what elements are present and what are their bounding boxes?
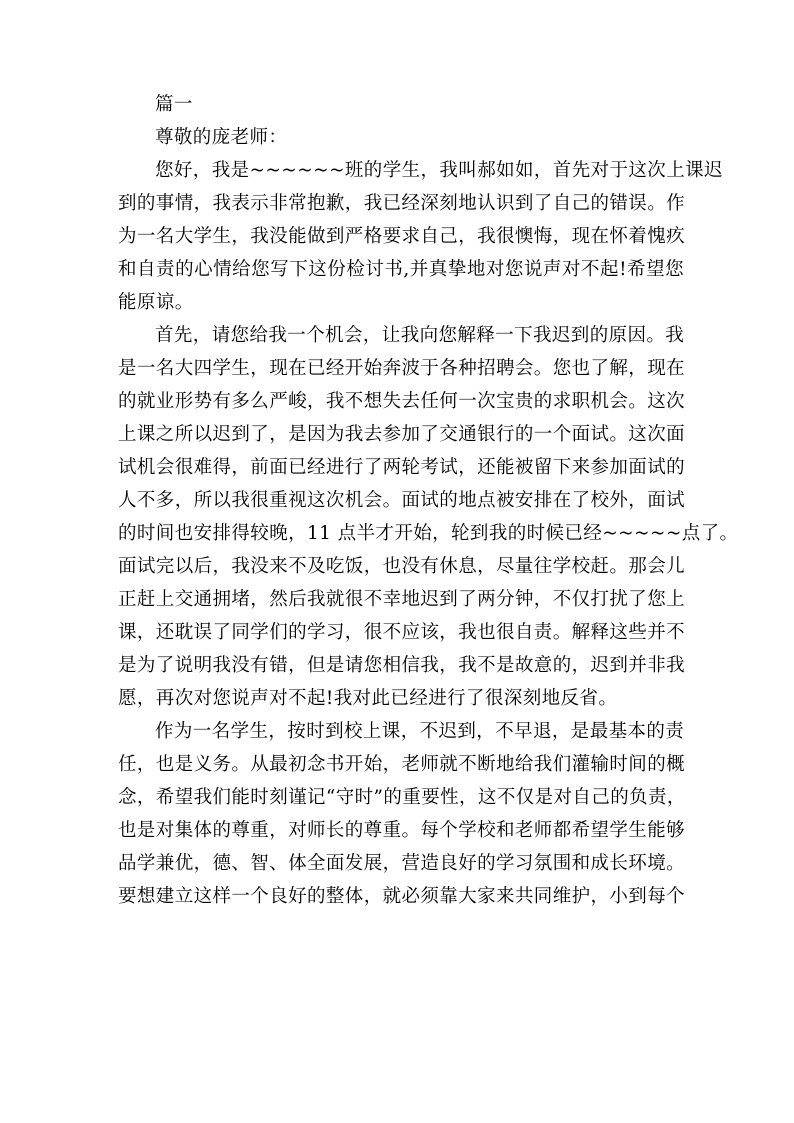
paragraph-line: 和自责的心情给您写下这份检讨书,并真挚地对您说声对不起!希望您	[118, 259, 684, 280]
paragraph-line: 品学兼优，德、智、体全面发展，营造良好的学习氛围和成长环境。	[118, 853, 686, 874]
section-heading: 篇一	[155, 94, 193, 115]
paragraph-line: 课，还耽误了同学们的学习，很不应该，我也很自责。解释这些并不	[118, 622, 686, 643]
paragraph-3	[118, 715, 684, 913]
paragraph-line: 能原谅。	[118, 292, 194, 313]
paragraph-line: 试机会很难得，前面已经进行了两轮考试，还能被留下来参加面试的	[118, 457, 686, 478]
paragraph-line: 首先，请您给我一个机会，让我向您解释一下我迟到的原因。我	[155, 325, 685, 346]
paragraph-line: 您好，我是~~~~~~班的学生，我叫郝如如，首先对于这次上课迟	[155, 160, 723, 181]
document-page	[118, 88, 739, 913]
paragraph-2	[118, 319, 739, 715]
paragraph-line: 是一名大四学生，现在已经开始奔波于各种招聘会。您也了解，现在	[118, 358, 686, 379]
salutation: 尊敬的庞老师：	[155, 127, 288, 148]
paragraph-line: 念，希望我们能时刻谨记“守时”的重要性，这不仅是对自己的负责，	[118, 787, 686, 808]
paragraph-line: 作为一名学生，按时到校上课，不迟到，不早退，是最基本的责	[155, 721, 685, 742]
paragraph-line: 也是对集体的尊重，对师长的尊重。每个学校和老师都希望学生能够	[118, 820, 686, 841]
paragraph-line: 的就业形势有多么严峻，我不想失去任何一次宝贵的求职机会。这次	[118, 391, 686, 412]
paragraph-line: 愿，再次对您说声对不起!我对此已经进行了很深刻地反省。	[118, 688, 618, 709]
paragraph-line: 到的事情，我表示非常抱歉，我已经深刻地认识到了自己的错误。作	[118, 193, 686, 214]
paragraph-line: 面试完以后，我没来不及吃饭，也没有休息，尽量往学校赶。那会儿	[118, 556, 686, 577]
paragraph-line: 人不多，所以我很重视这次机会。面试的地点被安排在了校外，面试	[118, 490, 686, 511]
paragraph-line: 的时间也安排得较晚，11 点半才开始，轮到我的时候已经~~~~~点了。	[118, 523, 739, 544]
paragraph-1	[118, 154, 723, 319]
paragraph-line: 为一名大学生，我没能做到严格要求自己，我很懊悔，现在怀着愧疚	[118, 226, 686, 247]
paragraph-line: 上课之所以迟到了，是因为我去参加了交通银行的一个面试。这次面	[118, 424, 686, 445]
paragraph-line: 正赶上交通拥堵，然后我就很不幸地迟到了两分钟，不仅打扰了您上	[118, 589, 686, 610]
paragraph-line: 任，也是义务。从最初念书开始，老师就不断地给我们灌输时间的概	[118, 754, 686, 775]
paragraph-line: 是为了说明我没有错，但是请您相信我，我不是故意的，迟到并非我	[118, 655, 686, 676]
paragraph-line: 要想建立这样一个良好的整体，就必须靠大家来共同维护，小到每个	[118, 886, 686, 907]
